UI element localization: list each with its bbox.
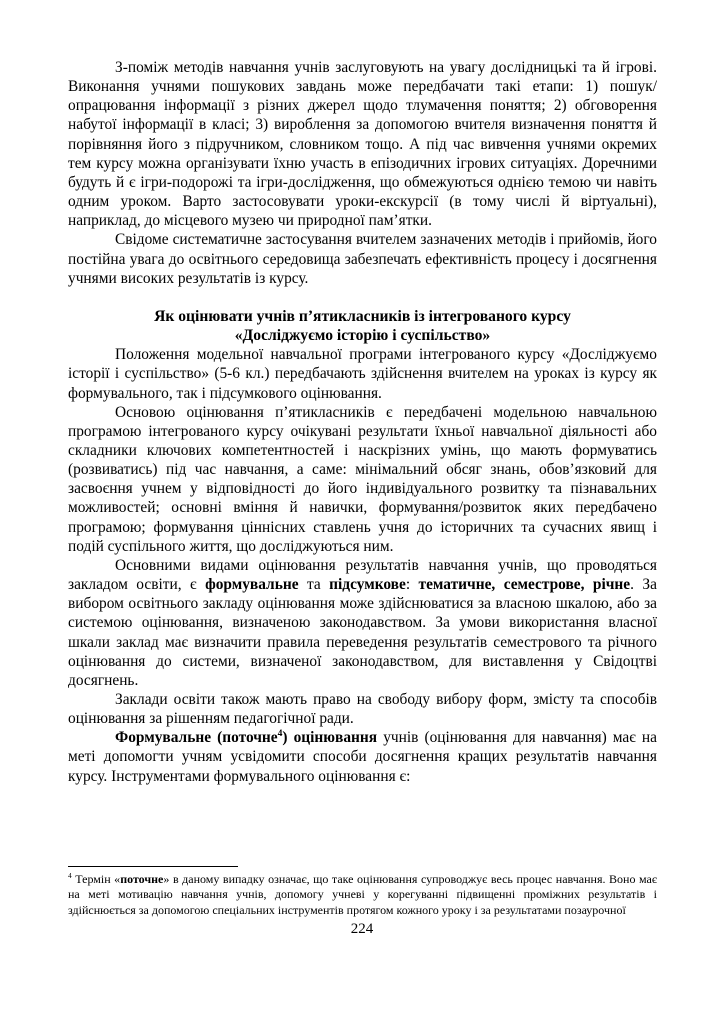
paragraph-assessment-types: Основними видами оцінювання результатів навчання учнів, що проводяться закладом освіти, є формувальне та підсумкове: тематичне, семестрове, річне. За вибором освітнього закладу оцінювання може здійснюватися за власною шкалою, або за системою оцінювання, визначеною законодавством. За умови використання власної шкали заклад має визначити правила переведення результатів семестрового та річного оцінювання до системи, визначеної законодавством, для виставлення у Свідоцтві досягнень.: [68, 556, 657, 689]
paragraph-methods: З-поміж методів навчання учнів заслуговують на увагу дослідницькі та й ігрові. Виконання учнями пошукових завдань може передбачати такі етапи: 1) пошук/опрацювання інформації з різних джерел щодо тлумачення поняття; 2) обговорення набутої інформації в класі; 3) вироблення за допомогою вчителя визначення поняття й порівняння його з підручником, словником тощо. А під час вивчення учнями окремих тем курсу можна організувати їхню участь в епізодичних ігрових ситуаціях. Доречними будуть й є ігри-подорожі та ігри-дослідження, що обмежуються однією темою чи навіть одним уроком. Варто застосовувати уроки-екскурсії (в тому числі й віртуальні), наприклад, до місцевого музею чи природної пам’ятки.: [68, 59, 657, 230]
paragraph-systematic-use: Свідоме систематичне застосування вчителем зазначених методів і прийомів, його постійна увага до освітнього середовища забезпечать ефективність процесу і досягнення учнями високих результатів із курсу.: [68, 231, 657, 287]
footnote-text: $^4$ Термін «поточне» в даному випадку означає, що таке оцінювання супроводжує весь процес навчання. Воно має на меті мотивацію навчання учнів, допомогу учневі у корегуванні підвищенні проміжних результатів і здійснюється за допомогою спеціальних інструментів протягом кожного уроку і за результатами позаурочної: [68, 871, 657, 917]
footnote-separator: [68, 866, 238, 867]
paragraph-assessment-basis: Основою оцінювання п’ятикласників є передбачені модельною навчальною програмою інтегрованого курсу очікувані результати їхньої навчальної діяльності або складники ключових компетентностей і наскрізних умінь, що мають формуватись (розвиватись) під час навчання, а саме: мінімальний обсяг знань, обов’язковий для засвоєння учнем у відповідності до його індивідуального розвитку та пізнавальних можливостей; основні вміння й навички, формування/розвиток яких передбачено програмою; формування ціннісних ставлень учня до історичних та сучасних явищ і подій суспільного життя, що досліджуються ним.: [68, 403, 657, 555]
paragraph-school-freedom: Заклади освіти також мають право на свободу вибору форм, змісту та способів оцінювання за рішенням педагогічної ради.: [68, 691, 657, 728]
paragraph-program-provisions: Положення модельної навчальної програми інтегрованого курсу «Досліджуємо історії і суспільство» (5-6 кл.) передбачають здійснення вчителем на уроках із курсу як формувального, так і підсумкового оцінювання.: [68, 346, 657, 402]
body-text: [68, 58, 657, 786]
section-heading: [68, 307, 657, 345]
page-number: 224: [350, 921, 374, 937]
footnote-area: [68, 866, 657, 918]
paragraph-formative-assessment: Формувальне (поточне$^4$) оцінювання учнів (оцінювання для навчання) має на меті допомогти учням усвідомити способи досягнення кращих результатів навчання курсу. Інструментами формувального оцінювання є:: [68, 728, 657, 785]
section-heading-line-1: Як оцінювати учнів п’ятикласників із інтегрованого курсу: [154, 307, 571, 325]
section-heading-line-2: «Досліджуємо історію і суспільство»: [234, 327, 491, 345]
